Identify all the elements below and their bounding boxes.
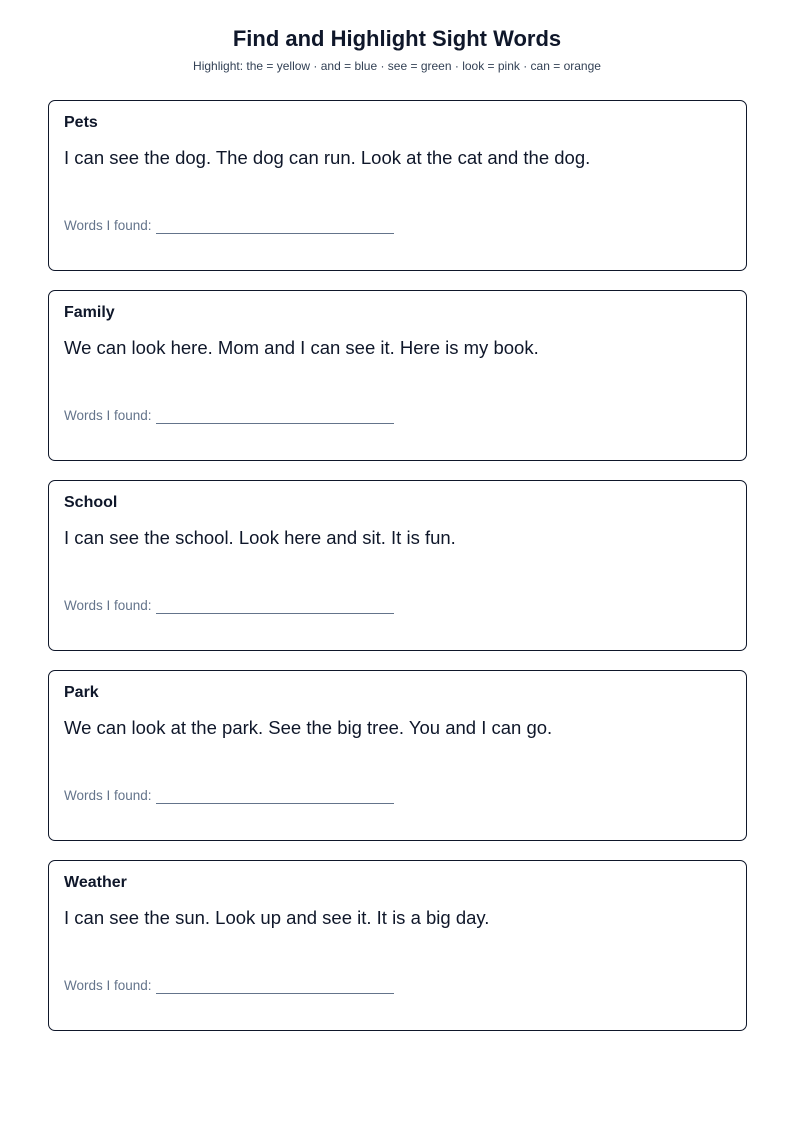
passage-text: I can see the school. Look here and sit. It is fun.: [64, 527, 456, 548]
passage-card-weather: [48, 860, 747, 1031]
passage-title: Family: [64, 304, 115, 321]
passage-text: We can look at the park. See the big tree. You and I can go.: [64, 717, 553, 738]
words-found-answer-line[interactable]: [156, 979, 394, 994]
words-found-answer-line[interactable]: [156, 219, 394, 234]
words-found-answer-line[interactable]: [156, 409, 394, 424]
page-title: Find and Highlight Sight Words: [232, 26, 562, 51]
words-found-answer-line[interactable]: [156, 789, 394, 804]
worksheet-header: [0, 24, 794, 74]
passage-title: Pets: [64, 114, 98, 131]
passage-card-pets: [48, 100, 747, 271]
passage-text: We can look here. Mom and I can see it. Here is my book.: [64, 337, 539, 358]
passage-title: School: [64, 494, 118, 511]
passage-card-park: [48, 670, 747, 841]
passage-title: Park: [64, 684, 99, 701]
words-found-label: Words I found:: [64, 598, 152, 613]
words-found-row: [64, 218, 394, 234]
words-found-row: [64, 598, 394, 614]
passage-list: [48, 100, 747, 1050]
words-found-label: Words I found:: [64, 788, 152, 803]
passage-text: I can see the dog. The dog can run. Look at the cat and the dog.: [64, 147, 591, 168]
words-found-row: [64, 978, 394, 994]
passage-card-school: [48, 480, 747, 651]
words-found-row: [64, 408, 394, 424]
words-found-label: Words I found:: [64, 408, 152, 423]
highlight-legend: Highlight: the = yellow · and = blue · see = green · look = pink · can = orange: [193, 59, 601, 73]
words-found-row: [64, 788, 394, 804]
words-found-label: Words I found:: [64, 978, 152, 993]
passage-title: Weather: [64, 874, 127, 891]
words-found-label: Words I found:: [64, 218, 152, 233]
passage-text: I can see the sun. Look up and see it. It is a big day.: [64, 907, 490, 928]
passage-card-family: [48, 290, 747, 461]
words-found-answer-line[interactable]: [156, 599, 394, 614]
